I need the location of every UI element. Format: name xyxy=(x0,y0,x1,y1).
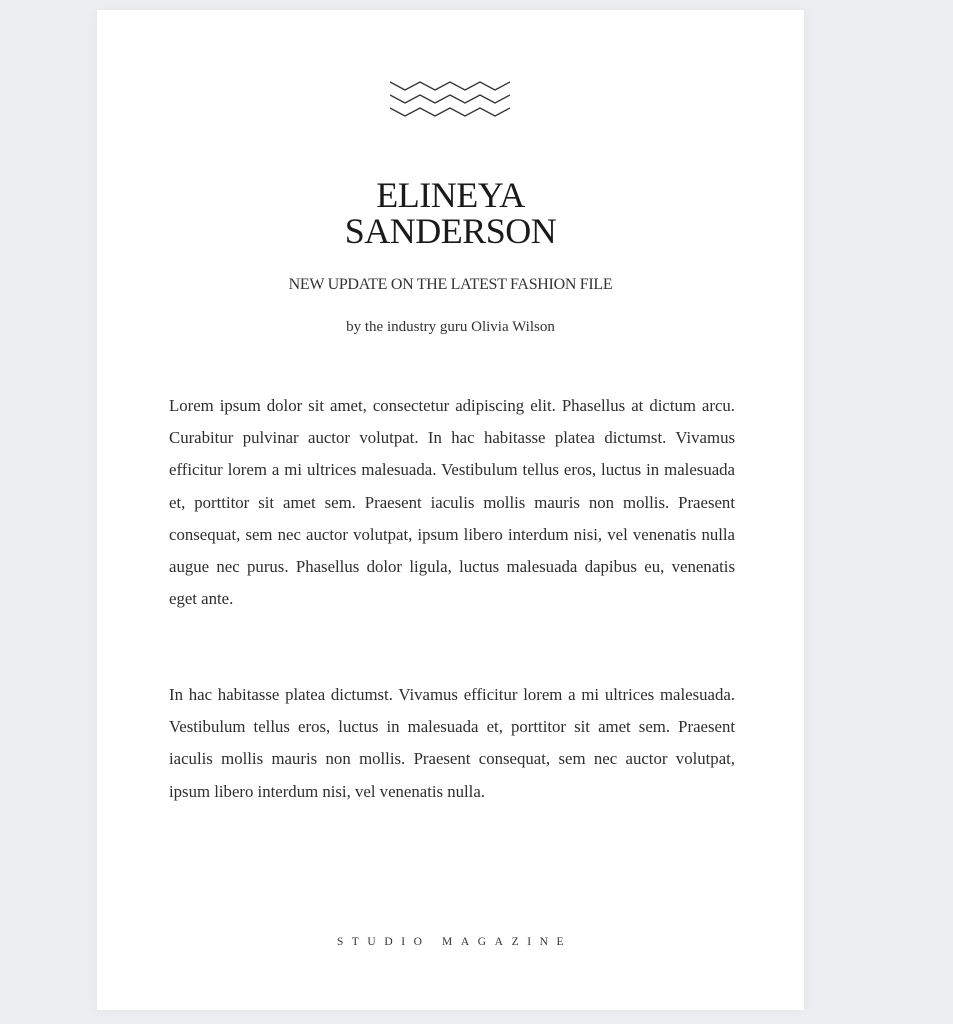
page-title xyxy=(97,177,804,249)
footer-magazine-name: STUDIO MAGAZINE xyxy=(336,936,573,948)
byline: by the industry guru Olivia Wilson xyxy=(346,319,555,335)
document-page xyxy=(97,10,804,1010)
body-paragraph-1: Lorem ipsum dolor sit amet, consectetur adipiscing elit. Phasellus at dictum arcu. Curabitur pulvinar auctor volutpat. In hac habitasse platea dictumst. Vivamus efficitur lorem a mi ultrices malesuada. Vestibulum tellus eros, luctus in malesuada et, porttitor sit amet sem. Praesent iaculis mollis mauris non mollis. Praesent consequat, sem nec auctor volutpat, ipsum libero interdum nisi, vel venenatis nulla augue nec purus. Phasellus dolor ligula, luctus malesuada dapibus eu, venenatis eget ante. xyxy=(169,396,735,609)
subtitle: NEW UPDATE ON THE LATEST FASHION FILE xyxy=(288,276,613,293)
body-paragraph-2: In hac habitasse platea dictumst. Vivamus efficitur lorem a mi ultrices malesuada. Vestibulum tellus eros, luctus in malesuada et, porttitor sit amet sem. Praesent iaculis mollis mauris non mollis. Praesent consequat, sem nec auctor volutpat, ipsum libero interdum nisi, vel venenatis nulla. xyxy=(169,685,735,801)
title-line-1: ELINEYA xyxy=(376,175,525,215)
title-line-2: SANDERSON xyxy=(344,211,557,251)
zigzag-lines-icon xyxy=(390,78,510,120)
